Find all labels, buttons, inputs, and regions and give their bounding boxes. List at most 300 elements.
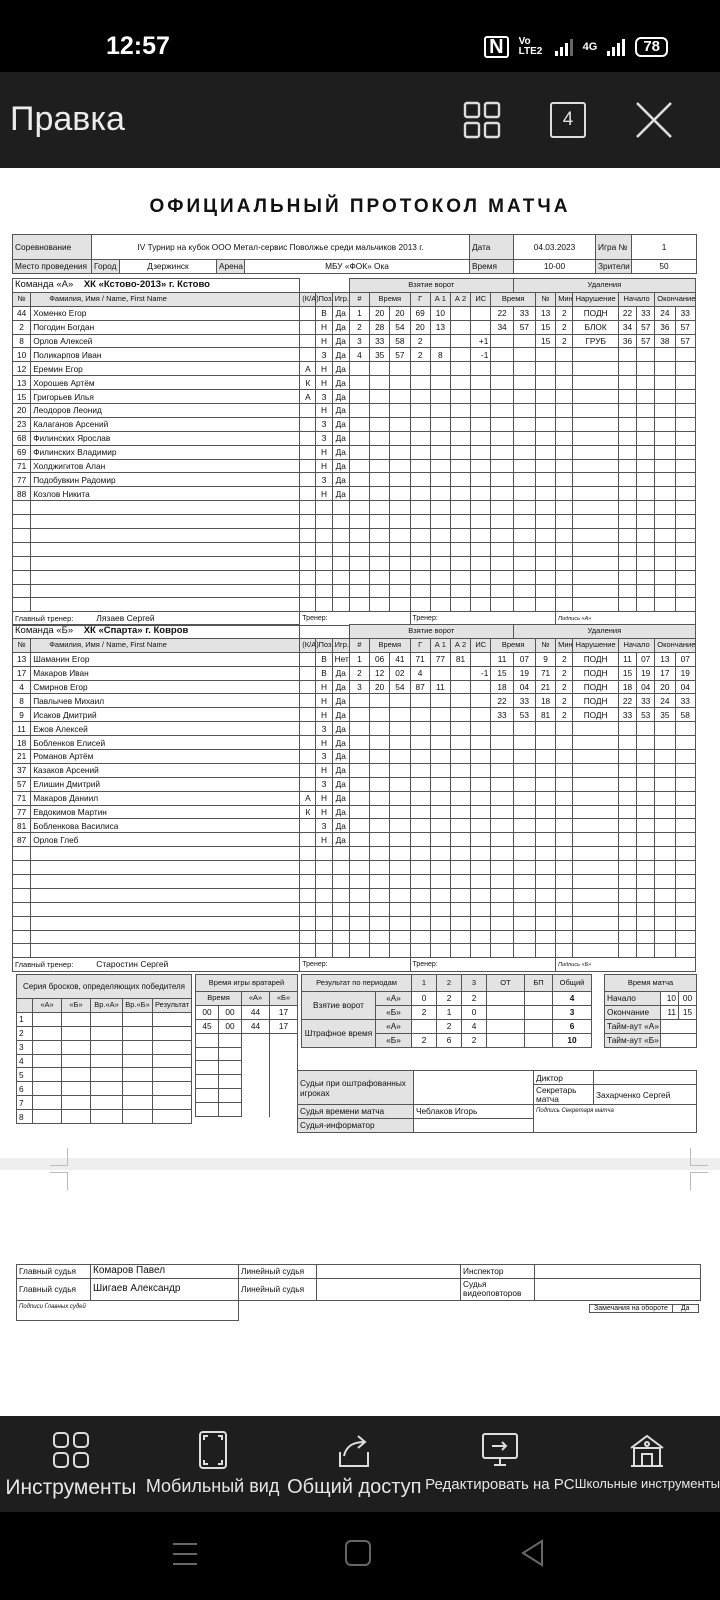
table-row	[13, 501, 696, 515]
period-value: 4	[553, 992, 592, 1006]
period-value: 6	[437, 1033, 462, 1047]
penalty-end-min: 17	[655, 666, 675, 680]
period-team: «А»	[376, 992, 412, 1006]
player-role	[300, 487, 316, 501]
col-goal-is: ИС	[471, 292, 491, 306]
table-row	[13, 376, 696, 390]
penalty-start-min: 22	[618, 694, 636, 708]
table-row	[13, 473, 696, 487]
goal-minute: 06	[370, 652, 390, 666]
penalty-minutes: 2	[556, 666, 573, 680]
col-pen-min: Мин	[556, 292, 573, 306]
player-played: Да	[332, 750, 349, 764]
system-nav-bar	[0, 1512, 720, 1600]
player-number: 69	[13, 445, 31, 459]
shootout-row	[17, 1110, 192, 1124]
penalty-start-min: 34	[618, 320, 636, 334]
col-pen-num: №	[535, 638, 555, 652]
player-position: Н	[316, 376, 332, 390]
period-row-label: Взятие ворот	[302, 992, 376, 1020]
col-goal-scorer: Г	[410, 638, 430, 652]
announcer-label: Диктор	[534, 1071, 594, 1085]
col-goal-num: #	[349, 292, 369, 306]
app-bar	[0, 72, 720, 168]
timekeeper-label: Судья времени матча	[298, 1105, 414, 1119]
shootout-row-num: 6	[17, 1082, 33, 1096]
tools-label: Инструменты	[5, 1476, 137, 1499]
penalty-end-sec: 58	[675, 708, 696, 722]
player-played: Да	[332, 431, 349, 445]
table-row	[13, 529, 696, 543]
table-row	[13, 694, 696, 708]
close-icon	[634, 100, 674, 140]
share-button[interactable]	[283, 1416, 425, 1512]
player-played: Нет	[332, 652, 349, 666]
penalty-minute: 11	[491, 652, 513, 666]
tools-icon	[51, 1430, 91, 1470]
menu-nav-button[interactable]	[170, 1540, 200, 1568]
player-position: Н	[316, 763, 332, 777]
period-value: 6	[553, 1019, 592, 1033]
penalty-end-sec: 57	[675, 320, 695, 334]
col-assist1: А 1	[430, 292, 450, 306]
goal-strength	[471, 306, 491, 320]
secretary: Захарченко Сергей	[594, 1085, 697, 1105]
table-row	[13, 515, 696, 529]
match-time: 10-00	[514, 260, 596, 274]
table-row	[13, 334, 696, 348]
player-name: Елишин Дмитрий	[31, 777, 300, 791]
teamB-trainer2-label: Тренер:	[410, 958, 556, 972]
period-value: 3	[553, 1005, 592, 1019]
document-viewer[interactable]	[0, 168, 720, 1416]
penalty-end-min: 38	[655, 334, 675, 348]
goal-second: 02	[390, 666, 410, 680]
goalie-b-h: «Б»	[270, 992, 298, 1006]
team-b-section	[12, 624, 696, 972]
informer-label: Судья-информатор	[298, 1118, 414, 1132]
table-row	[13, 459, 696, 473]
player-role: А	[300, 791, 316, 805]
player-position: З	[316, 722, 332, 736]
player-played: Да	[332, 708, 349, 722]
penalty-minutes: 2	[556, 320, 573, 334]
clock: 12:57	[106, 32, 170, 60]
table-row	[13, 598, 696, 612]
page-count-badge: 4	[550, 102, 586, 138]
penalty-minute: 15	[491, 666, 513, 680]
col-ka: (К/А)	[300, 292, 316, 306]
teamA-label: Команда «А»	[15, 279, 74, 291]
col-name: Фамилия, Имя / Name, First Name	[31, 292, 300, 306]
penalty-player: 15	[535, 334, 555, 348]
back-nav-button[interactable]	[518, 1538, 548, 1568]
table-row	[13, 888, 696, 902]
share-icon	[334, 1430, 374, 1470]
nfc-icon: N	[484, 36, 508, 58]
player-position: Н	[316, 805, 332, 819]
mobile-view-button[interactable]	[142, 1416, 284, 1512]
player-name: Бобленкова Василиса	[31, 819, 300, 833]
player-name: Орлов Глеб	[31, 833, 300, 847]
player-position: Н	[316, 736, 332, 750]
table-row	[13, 722, 696, 736]
shootout-table	[16, 974, 192, 1124]
tools-button[interactable]	[0, 1416, 142, 1512]
penalty-end-min: 24	[655, 694, 675, 708]
competition-label: Соревнование	[13, 235, 92, 260]
city-label: Город	[92, 260, 120, 274]
table-row	[13, 320, 696, 334]
penalty-start-sec: 04	[637, 680, 655, 694]
player-number: 87	[13, 833, 31, 847]
penalty-minutes: 2	[556, 680, 573, 694]
pages-button[interactable]	[544, 96, 592, 144]
player-name: Козлов Никита	[31, 487, 300, 501]
col-pen-end: Окончание	[655, 292, 696, 306]
goal-number: 3	[349, 334, 369, 348]
penalty-start-min: 18	[618, 680, 636, 694]
player-role	[300, 666, 316, 680]
shootout-row-num: 4	[17, 1054, 33, 1068]
player-played: Да	[332, 791, 349, 805]
period-team: «Б»	[376, 1005, 412, 1019]
penalty-start-min: 15	[618, 666, 636, 680]
table-row	[13, 666, 696, 680]
period-col: 1	[412, 975, 437, 992]
player-number: 10	[13, 348, 31, 362]
player-number: 71	[13, 791, 31, 805]
period-value	[525, 1019, 553, 1033]
teamA-roster-table	[12, 278, 696, 626]
period-value: 2	[412, 1033, 437, 1047]
col-goal-time: Время	[370, 638, 410, 652]
match-info-table	[12, 234, 697, 274]
player-position: Н	[316, 708, 332, 722]
player-position: В	[316, 652, 332, 666]
player-position: Н	[316, 791, 332, 805]
penalty-player: 15	[535, 320, 555, 334]
goal-number: 3	[349, 680, 369, 694]
col-goal-is: ИС	[471, 638, 491, 652]
col-num: №	[13, 292, 31, 306]
period-value: 2	[437, 1019, 462, 1033]
goal-second: 54	[390, 320, 410, 334]
penalty-violation: ПОДН	[573, 652, 619, 666]
table-row	[13, 708, 696, 722]
player-name: Орлов Алексей	[31, 334, 300, 348]
penalty-violation: ПОДН	[573, 708, 619, 722]
match-time-title: Время матча	[605, 975, 697, 992]
goalie-time-h: Время	[196, 992, 242, 1006]
period-value: 0	[462, 1005, 487, 1019]
table-row	[13, 916, 696, 930]
goal-scorer: 2	[410, 348, 430, 362]
player-role	[300, 473, 316, 487]
signal-icon	[555, 38, 573, 56]
goalie-sec: 00	[219, 1005, 242, 1019]
player-position: Н	[316, 459, 332, 473]
col-goal-time: Время	[370, 292, 410, 306]
penalty-start-sec: 19	[637, 666, 655, 680]
spectators: 50	[632, 260, 697, 274]
goal-second: 57	[390, 348, 410, 362]
player-number: 88	[13, 487, 31, 501]
penalty-start-sec: 57	[637, 334, 655, 348]
player-number: 13	[13, 376, 31, 390]
table-row	[13, 348, 696, 362]
goal-scorer: 4	[410, 666, 430, 680]
player-position: Н	[316, 487, 332, 501]
crop-mark	[690, 1148, 708, 1166]
goal-minute: 12	[370, 666, 390, 680]
volte-icon: Vo LTE2	[518, 36, 543, 57]
match-time-table	[604, 974, 697, 1048]
period-value	[412, 1019, 437, 1033]
penalty-player: 21	[535, 680, 555, 694]
pc-edit-button[interactable]	[425, 1416, 574, 1512]
inspector-label: Инспектор	[461, 1265, 535, 1279]
col-assist2: А 2	[450, 638, 470, 652]
player-name: Хорошев Артём	[31, 376, 300, 390]
player-name: Поликарпов Иван	[31, 348, 300, 362]
secretary-sign: Подпись Секретаря матча	[534, 1105, 697, 1133]
period-row-label: Штрафное время	[302, 1019, 376, 1047]
table-row	[13, 431, 696, 445]
goal-second: 41	[390, 652, 410, 666]
player-position: З	[316, 431, 332, 445]
line-judge-label-1: Линейный судья	[239, 1265, 317, 1279]
col-violation: Нарушение	[573, 292, 619, 306]
player-role	[300, 320, 316, 334]
penalty-end-min: 35	[655, 708, 675, 722]
goal-minute: 35	[370, 348, 390, 362]
player-role: К	[300, 805, 316, 819]
home-nav-button[interactable]	[345, 1540, 371, 1566]
penalty-player: 71	[535, 666, 555, 680]
col-pen-time: Время	[491, 638, 536, 652]
col-pen-num: №	[535, 292, 555, 306]
table-row	[13, 736, 696, 750]
penalty-violation: ГРУБ	[573, 334, 619, 348]
player-role	[300, 819, 316, 833]
player-number: 44	[13, 306, 31, 320]
arena: МБУ «ФОК» Ока	[245, 260, 470, 274]
table-row	[13, 680, 696, 694]
player-name: Макаров Даниил	[31, 791, 300, 805]
crop-mark	[50, 1148, 68, 1166]
player-role	[300, 736, 316, 750]
penalty-violation: ПОДН	[573, 666, 619, 680]
teamB-coach: Старостин Сергей	[96, 959, 169, 970]
signal-icon-2	[607, 38, 625, 56]
secretary-label: Секретарь матча	[534, 1085, 594, 1105]
page-title: Правка	[10, 100, 125, 138]
penalty-end-min: 13	[655, 652, 675, 666]
goal-assist1: 77	[430, 652, 450, 666]
teamB-coach-label: Главный тренер:	[15, 960, 74, 970]
player-number: 4	[13, 680, 31, 694]
venue-label: Место проведения	[13, 260, 92, 274]
date-label: Дата	[470, 235, 514, 260]
player-position: В	[316, 666, 332, 680]
teamB-sign-label: Подпись «Б»	[556, 958, 696, 972]
col-assist1: А 1	[430, 638, 450, 652]
player-name: Филинских Ярослав	[31, 431, 300, 445]
goal-assist2: 81	[450, 652, 470, 666]
goal-scorer: 87	[410, 680, 430, 694]
penalty-end-min: 20	[655, 680, 675, 694]
goal-strength	[471, 652, 491, 666]
table-row	[13, 542, 696, 556]
player-position: Н	[316, 833, 332, 847]
table-row	[13, 875, 696, 889]
table-row	[13, 944, 696, 958]
player-played: Да	[332, 334, 349, 348]
crop-mark	[690, 1172, 708, 1190]
player-role	[300, 417, 316, 431]
period-value: 2	[462, 992, 487, 1006]
penalty-minute: 22	[491, 694, 513, 708]
player-played: Да	[332, 487, 349, 501]
table-row	[13, 584, 696, 598]
player-position: З	[316, 750, 332, 764]
period-value: 2	[437, 992, 462, 1006]
player-name: Хоменко Егор	[31, 306, 300, 320]
period-team: «А»	[376, 1019, 412, 1033]
shootout-res: Результат	[153, 999, 192, 1013]
player-position: Н	[316, 334, 332, 348]
player-played: Да	[332, 694, 349, 708]
table-row	[13, 861, 696, 875]
goalie-a: 44	[242, 1019, 270, 1033]
player-number: 77	[13, 473, 31, 487]
period-value	[525, 992, 553, 1006]
remarks-label: Замечания на обороте	[589, 1304, 673, 1313]
period-value: 2	[412, 1005, 437, 1019]
player-number: 81	[13, 819, 31, 833]
player-role	[300, 763, 316, 777]
penalty-player: 13	[535, 306, 555, 320]
penalty-second: 04	[513, 680, 535, 694]
penalty-start-sec: 33	[637, 694, 655, 708]
table-row	[13, 306, 696, 320]
player-played: Да	[332, 833, 349, 847]
player-played: Да	[332, 459, 349, 473]
period-row	[302, 1019, 592, 1033]
goal-strength: -1	[471, 348, 491, 362]
team-a-section	[12, 278, 696, 626]
shootout-row	[17, 1068, 192, 1082]
player-name: Григорьев Илья	[31, 390, 300, 404]
player-role	[300, 680, 316, 694]
player-number: 71	[13, 459, 31, 473]
goalie-b: 17	[270, 1019, 298, 1033]
teamA-trainer-label: Тренер:	[300, 612, 410, 626]
penalty-start-min: 11	[618, 652, 636, 666]
goal-strength: +1	[471, 334, 491, 348]
penalty-second	[513, 334, 535, 348]
penalty-second: 07	[513, 652, 535, 666]
player-name: Романов Артём	[31, 750, 300, 764]
goalie-time-table	[195, 974, 298, 1117]
goal-number: 4	[349, 348, 369, 362]
date: 04.03.2023	[514, 235, 596, 260]
penalty-violation: БЛОК	[573, 320, 619, 334]
table-row	[13, 556, 696, 570]
goal-assist1: 13	[430, 320, 450, 334]
grid-view-button[interactable]	[458, 96, 506, 144]
table-row	[13, 833, 696, 847]
timeout-a-label: Тайм-аут «А»	[605, 1019, 661, 1033]
teamB-roster-table	[12, 624, 696, 972]
player-played: Да	[332, 805, 349, 819]
player-number: 37	[13, 763, 31, 777]
competition: IV Турнир на кубок ООО Метал-сервис Поволжье среди мальчиков 2013 г.	[92, 235, 470, 260]
shootout-row-num: 1	[17, 1012, 33, 1026]
player-played: Да	[332, 362, 349, 376]
bottom-toolbar	[0, 1416, 720, 1512]
player-played: Да	[332, 306, 349, 320]
player-name: Подобувкин Радомир	[31, 473, 300, 487]
col-assist2: А 2	[450, 292, 470, 306]
goal-second: 54	[390, 680, 410, 694]
timeout-b-label: Тайм-аут «Б»	[605, 1033, 661, 1047]
player-role	[300, 348, 316, 362]
col-pen-start: Начало	[618, 292, 654, 306]
shootout-row	[17, 1026, 192, 1040]
penalty-end-sec: 33	[675, 694, 696, 708]
school-tools-button[interactable]	[575, 1416, 720, 1512]
col-play: Игр.	[332, 292, 349, 306]
penalty-minute	[491, 334, 513, 348]
player-played: Да	[332, 473, 349, 487]
end-min: 11	[661, 1005, 679, 1019]
player-name: Исаков Дмитрий	[31, 708, 300, 722]
period-col: 3	[462, 975, 487, 992]
player-position: З	[316, 417, 332, 431]
shootout-a: «А»	[33, 999, 62, 1013]
penalty-minutes: 2	[556, 652, 573, 666]
player-position: Н	[316, 362, 332, 376]
judges-table	[16, 1264, 701, 1321]
period-value	[487, 1033, 525, 1047]
player-name: Филинских Владимир	[31, 445, 300, 459]
shootout-row	[17, 1082, 192, 1096]
grid-icon	[462, 100, 502, 140]
goal-minute: 20	[370, 680, 390, 694]
school-icon	[627, 1430, 667, 1470]
table-row	[13, 763, 696, 777]
goal-second: 20	[390, 306, 410, 320]
shootout-row	[17, 1040, 192, 1054]
table-row	[13, 445, 696, 459]
shootout-row-num: 3	[17, 1040, 33, 1054]
goal-scorer: 69	[410, 306, 430, 320]
close-button[interactable]	[630, 96, 678, 144]
goal-number: 1	[349, 652, 369, 666]
player-name: Смирнов Егор	[31, 680, 300, 694]
remarks-value: Да	[673, 1304, 699, 1313]
table-row	[13, 777, 696, 791]
teamA-name: ХК «Кстово-2013» г. Кстово	[83, 279, 210, 291]
player-role	[300, 694, 316, 708]
shootout-tb: Вр.«Б»	[123, 999, 153, 1013]
period-col: 2	[437, 975, 462, 992]
col-pen-min: Мин	[556, 638, 573, 652]
shootout-row	[17, 1012, 192, 1026]
player-name: Казаков Арсений	[31, 763, 300, 777]
